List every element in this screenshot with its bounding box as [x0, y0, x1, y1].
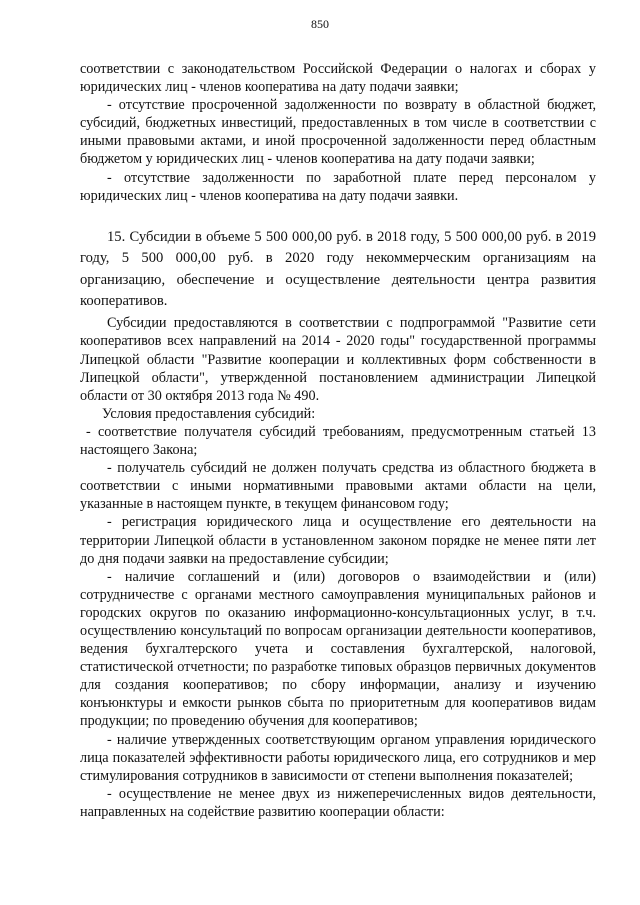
paragraph-condition-agreements: - наличие соглашений и (или) договоров о взаимодействии и (или) сотрудничестве с органами местного самоуправления муниципальных районов и городских округов по оказанию информационно-консультационных услуг, в т.ч. осуществлению консультаций по вопросам организации деятельности кооперативов, ведения бухгалтерского учета и составления бухгалтерской, налоговой, статистической отчетности; по разработке типовых образцов первичных документов для создания кооперативов; по сбору информации, анализу и изучению конъюнктуры и емкости рынков сбыта по приоритетным для кооперативов видам продукции; по проведению обучения для кооперативов; [80, 568, 596, 730]
paragraph-condition-compliance: - соответствие получателя субсидий требованиям, предусмотренным статьей 13 настоящего Закона; [80, 423, 596, 459]
paragraph-condition-no-other-funds: - получатель субсидий не должен получать средства из областного бюджета в соответствии с иными нормативными правовыми актами области на цели, указанные в настоящем пункте, в текущем финансовом году; [80, 460, 596, 513]
page-number: 850 [311, 17, 329, 31]
paragraph-condition-activities: - осуществление не менее двух из нижеперечисленных видов деятельности, направленных на содействие развитию кооперации области: [80, 785, 596, 820]
paragraph-conditions-heading: Условия предоставления субсидий: [102, 405, 316, 422]
paragraph-item-15: 15. Субсидии в объеме 5 500 000,00 руб. в 2018 году, 5 500 000,00 руб. в 2019 году, 5 500 000,00 руб. в 2020 году некоммерческим организациям на организацию, обеспечение и осуществление деятельности центра развития кооперативов. [80, 228, 596, 309]
paragraph-continuation: соответствии с законодательством Российской Федерации о налогах и сборах у юридических лиц - членов кооператива на дату подачи заявки; [80, 61, 596, 96]
document-body [80, 60, 596, 821]
paragraph-no-overdue-debt: - отсутствие просроченной задолженности по возврату в областной бюджет, субсидий, бюджетных инвестиций, предоставленных в том числе в соответствии с иными правовыми актами, и иной просроченной задолженности перед областным бюджетом у юридических лиц - членов кооператива на дату подачи заявки; [80, 97, 596, 168]
paragraph-no-salary-debt: - отсутствие задолженности по заработной плате перед персоналом у юридических лиц - членов кооператива на дату подачи заявки. [80, 169, 596, 204]
section-gap [80, 205, 596, 227]
paragraph-condition-performance-indicators: - наличие утвержденных соответствующим органом управления юридического лица показателей эффективности работы юридического лица, его сотрудников и мер стимулирования сотрудников в зависимости от степени выполнения показателей; [80, 731, 596, 784]
paragraph-subsidy-basis: Субсидии предоставляются в соответствии с подпрограммой "Развитие сети кооперативов всех направлений на 2014 - 2020 годы" государственной программы Липецкой области "Развитие кооперации и коллективных форм собственности в Липецкой области", утвержденной постановлением администрации Липецкой области от 30 октября 2013 года № 490. [80, 315, 596, 404]
paragraph-condition-registration: - регистрация юридического лица и осуществление его деятельности на территории Липецкой области в установленном законом порядке не менее пяти лет до дня подачи заявки на предоставление субсидии; [80, 514, 596, 567]
